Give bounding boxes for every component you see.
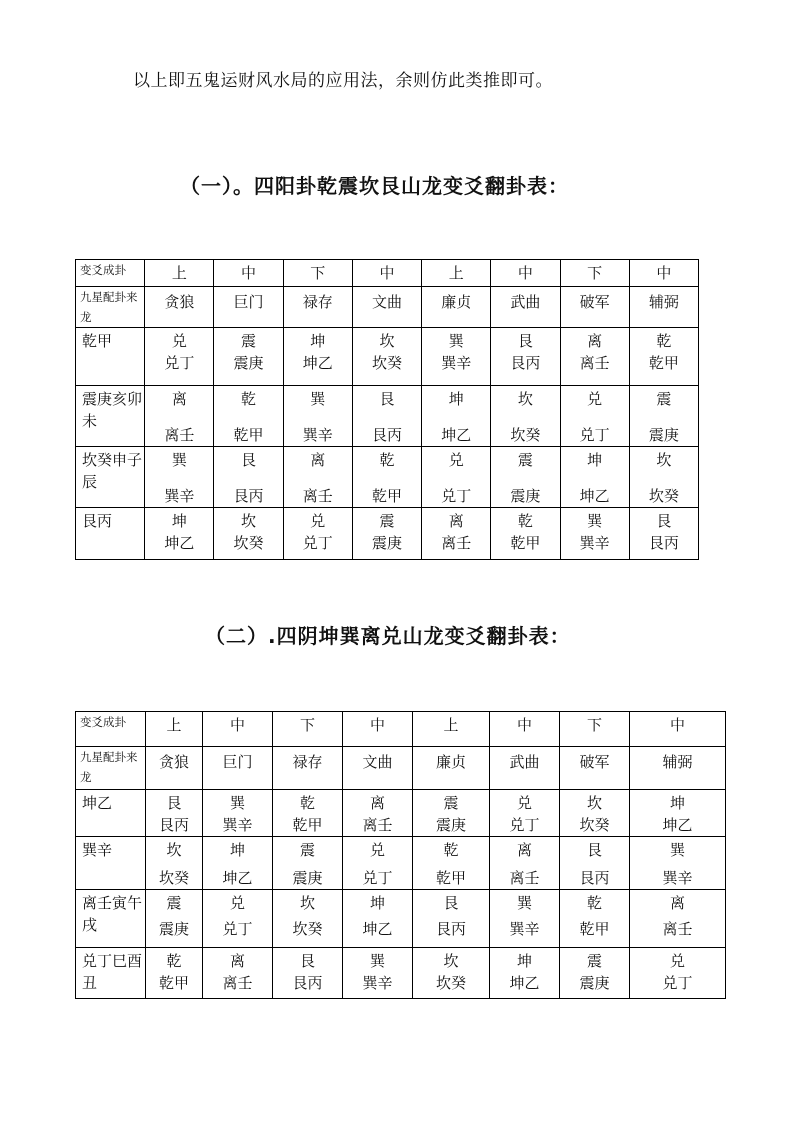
combo-cell: 兑丁 <box>662 974 693 992</box>
star-cell: 巨门 <box>233 293 264 311</box>
combo-cell: 艮丙 <box>233 487 264 505</box>
row-label: 坤乙 <box>76 790 146 837</box>
trigram-cell: 坤 <box>369 894 385 912</box>
star-cell: 文曲 <box>362 753 393 771</box>
combo-cell: 坎癸 <box>233 534 264 552</box>
star-row <box>76 747 726 790</box>
star-cell: 文曲 <box>371 293 402 311</box>
trigram-cell: 巽 <box>669 841 685 859</box>
combo-cell: 乾甲 <box>579 920 610 938</box>
trigram-cell: 艮 <box>586 841 602 859</box>
header-cell: 上 <box>171 264 187 282</box>
combo-cell: 乾甲 <box>510 534 541 552</box>
trigram-cell: 坤 <box>310 332 326 350</box>
combo-cell: 兑丁 <box>579 426 610 444</box>
trigram-cell: 乾 <box>517 512 533 530</box>
trigram-cell: 艮 <box>241 451 257 469</box>
header-cell: 下 <box>299 716 315 734</box>
combo-cell: 离壬 <box>662 920 693 938</box>
header-label: 变爻成卦 <box>76 712 146 747</box>
combo-cell: 兑丁 <box>302 534 333 552</box>
combo-cell: 震庚 <box>435 816 466 834</box>
combo-cell: 艮丙 <box>435 920 466 938</box>
combo-cell: 震庚 <box>579 974 610 992</box>
trigram-cell: 巽 <box>229 794 245 812</box>
star-cell: 破军 <box>579 293 610 311</box>
trigram-cell: 乾 <box>443 841 459 859</box>
row-label: 乾甲 <box>76 328 145 386</box>
star-cell: 廉贞 <box>441 293 472 311</box>
trigram-cell: 坎 <box>299 894 315 912</box>
trigram-cell: 乾 <box>586 894 602 912</box>
star-row <box>76 287 699 328</box>
trigram-cell: 震 <box>443 794 459 812</box>
combo-cell: 离壬 <box>441 534 472 552</box>
combo-cell: 坤乙 <box>441 426 472 444</box>
combo-cell: 兑丁 <box>164 354 195 372</box>
table-row <box>76 890 726 948</box>
trigram-cell: 离 <box>229 952 245 970</box>
yin-trigram-table <box>75 711 726 999</box>
trigram-cell: 巽 <box>171 451 187 469</box>
star-cell: 禄存 <box>292 753 323 771</box>
trigram-cell: 震 <box>166 894 182 912</box>
combo-cell: 巽辛 <box>302 426 333 444</box>
trigram-cell: 坎 <box>241 512 257 530</box>
combo-cell: 巽辛 <box>164 487 195 505</box>
combo-cell: 乾甲 <box>292 816 323 834</box>
star-cell: 武曲 <box>509 753 540 771</box>
trigram-cell: 乾 <box>656 332 672 350</box>
section1-title: （一）。四阳卦乾震坎艮山龙变爻翻卦表： <box>180 174 569 198</box>
combo-cell: 坎癸 <box>510 426 541 444</box>
trigram-cell: 巽 <box>369 952 385 970</box>
trigram-cell: 坤 <box>669 794 685 812</box>
trigram-cell: 兑 <box>448 451 464 469</box>
trigram-cell: 离 <box>669 894 685 912</box>
combo-cell: 离壬 <box>302 487 333 505</box>
combo-cell: 坤乙 <box>509 974 540 992</box>
table-row <box>76 508 699 560</box>
combo-cell: 坤乙 <box>362 920 393 938</box>
combo-cell: 坎癸 <box>292 920 323 938</box>
trigram-cell: 乾 <box>299 794 315 812</box>
combo-cell: 巽辛 <box>509 920 540 938</box>
header-row <box>76 260 699 287</box>
star-cell: 禄存 <box>302 293 333 311</box>
trigram-cell: 坎 <box>443 952 459 970</box>
trigram-cell: 坎 <box>379 332 395 350</box>
trigram-cell: 兑 <box>171 332 187 350</box>
star-cell: 武曲 <box>510 293 541 311</box>
star-cell: 巨门 <box>222 753 253 771</box>
header-cell: 下 <box>587 264 603 282</box>
combo-cell: 艮丙 <box>292 974 323 992</box>
row-label: 震庚亥卯未 <box>76 386 145 447</box>
trigram-cell: 艮 <box>379 390 395 408</box>
header-cell: 中 <box>517 264 533 282</box>
combo-cell: 巽辛 <box>579 534 610 552</box>
trigram-cell: 离 <box>310 451 326 469</box>
trigram-cell: 乾 <box>241 390 257 408</box>
combo-cell: 坤乙 <box>579 487 610 505</box>
trigram-cell: 兑 <box>669 952 685 970</box>
trigram-cell: 离 <box>587 332 603 350</box>
trigram-cell: 震 <box>241 332 257 350</box>
combo-cell: 巽辛 <box>662 869 693 887</box>
trigram-cell: 震 <box>299 841 315 859</box>
combo-cell: 震庚 <box>648 426 679 444</box>
yang-trigram-table <box>75 259 699 560</box>
table-row <box>76 447 699 508</box>
header-cell: 中 <box>379 264 395 282</box>
header-row <box>76 712 726 747</box>
table-row <box>76 790 726 837</box>
header-cell: 中 <box>656 264 672 282</box>
combo-cell: 乾甲 <box>435 869 466 887</box>
trigram-cell: 坤 <box>516 952 532 970</box>
trigram-cell: 兑 <box>229 894 245 912</box>
row-label: 巽辛 <box>76 837 146 890</box>
trigram-cell: 坎 <box>517 390 533 408</box>
trigram-cell: 坎 <box>166 841 182 859</box>
row-label: 艮丙 <box>76 508 145 560</box>
combo-cell: 兑丁 <box>362 869 393 887</box>
trigram-cell: 兑 <box>369 841 385 859</box>
trigram-cell: 离 <box>516 841 532 859</box>
combo-cell: 坎癸 <box>158 869 189 887</box>
star-cell: 贪狼 <box>164 293 195 311</box>
header-cell: 中 <box>669 716 685 734</box>
combo-cell: 艮丙 <box>579 869 610 887</box>
trigram-cell: 巽 <box>448 332 464 350</box>
trigram-cell: 离 <box>448 512 464 530</box>
table-row <box>76 386 699 447</box>
row-label: 坎癸申子辰 <box>76 447 145 508</box>
trigram-cell: 艮 <box>166 794 182 812</box>
trigram-cell: 震 <box>586 952 602 970</box>
header-cell: 上 <box>166 716 182 734</box>
row-label: 兑丁巳酉丑 <box>76 948 146 999</box>
trigram-cell: 震 <box>656 390 672 408</box>
star-cell: 辅弼 <box>648 293 679 311</box>
table-row <box>76 837 726 890</box>
header-label: 变爻成卦 <box>76 260 145 287</box>
trigram-cell: 坎 <box>656 451 672 469</box>
combo-cell: 兑丁 <box>222 920 253 938</box>
combo-cell: 艮丙 <box>158 816 189 834</box>
combo-cell: 震庚 <box>292 869 323 887</box>
trigram-cell: 乾 <box>379 451 395 469</box>
table-row <box>76 328 699 386</box>
combo-cell: 离壬 <box>222 974 253 992</box>
combo-cell: 震庚 <box>233 354 264 372</box>
combo-cell: 乾甲 <box>158 974 189 992</box>
header-cell: 中 <box>229 716 245 734</box>
trigram-cell: 震 <box>517 451 533 469</box>
header-cell: 中 <box>516 716 532 734</box>
combo-cell: 坎癸 <box>579 816 610 834</box>
table-row <box>76 948 726 999</box>
trigram-cell: 兑 <box>310 512 326 530</box>
combo-cell: 乾甲 <box>371 487 402 505</box>
combo-cell: 坤乙 <box>302 354 333 372</box>
header-cell: 中 <box>369 716 385 734</box>
intro-text: 以上即五鬼运财风水局的应用法，余则仿此类推即可。 <box>133 71 553 91</box>
combo-cell: 坎癸 <box>371 354 402 372</box>
trigram-cell: 兑 <box>587 390 603 408</box>
combo-cell: 兑丁 <box>441 487 472 505</box>
trigram-cell: 离 <box>369 794 385 812</box>
combo-cell: 震庚 <box>510 487 541 505</box>
combo-cell: 兑丁 <box>509 816 540 834</box>
trigram-cell: 坤 <box>229 841 245 859</box>
trigram-cell: 坤 <box>587 451 603 469</box>
combo-cell: 坎癸 <box>648 487 679 505</box>
header-cell: 上 <box>443 716 459 734</box>
trigram-cell: 艮 <box>299 952 315 970</box>
combo-cell: 艮丙 <box>648 534 679 552</box>
combo-cell: 离壬 <box>362 816 393 834</box>
trigram-cell: 坤 <box>171 512 187 530</box>
header-cell: 下 <box>310 264 326 282</box>
trigram-cell: 震 <box>379 512 395 530</box>
star-cell: 破军 <box>579 753 610 771</box>
combo-cell: 坎癸 <box>435 974 466 992</box>
header-cell: 下 <box>586 716 602 734</box>
combo-cell: 乾甲 <box>648 354 679 372</box>
combo-cell: 离壬 <box>509 869 540 887</box>
trigram-cell: 艮 <box>443 894 459 912</box>
trigram-cell: 巽 <box>587 512 603 530</box>
combo-cell: 坤乙 <box>222 869 253 887</box>
header-cell: 中 <box>241 264 257 282</box>
star-cell: 贪狼 <box>158 753 189 771</box>
trigram-cell: 艮 <box>517 332 533 350</box>
trigram-cell: 离 <box>171 390 187 408</box>
star-cell: 辅弼 <box>662 753 693 771</box>
trigram-cell: 坎 <box>586 794 602 812</box>
combo-cell: 巽辛 <box>441 354 472 372</box>
star-label: 九星配卦来龙 <box>76 287 145 328</box>
trigram-cell: 巽 <box>310 390 326 408</box>
combo-cell: 坤乙 <box>662 816 693 834</box>
trigram-cell: 乾 <box>166 952 182 970</box>
header-cell: 上 <box>448 264 464 282</box>
trigram-cell: 艮 <box>656 512 672 530</box>
star-label: 九星配卦来龙 <box>76 747 146 790</box>
trigram-cell: 兑 <box>516 794 532 812</box>
combo-cell: 艮丙 <box>510 354 541 372</box>
combo-cell: 震庚 <box>371 534 402 552</box>
combo-cell: 巽辛 <box>362 974 393 992</box>
combo-cell: 离壬 <box>579 354 610 372</box>
trigram-cell: 坤 <box>448 390 464 408</box>
trigram-cell: 巽 <box>516 894 532 912</box>
row-label: 离壬寅午戌 <box>76 890 146 948</box>
combo-cell: 离壬 <box>164 426 195 444</box>
star-cell: 廉贞 <box>435 753 466 771</box>
combo-cell: 巽辛 <box>222 816 253 834</box>
section2-title: （二）.四阴坤巽离兑山龙变爻翻卦表： <box>205 624 571 648</box>
combo-cell: 震庚 <box>158 920 189 938</box>
combo-cell: 坤乙 <box>164 534 195 552</box>
combo-cell: 乾甲 <box>233 426 264 444</box>
combo-cell: 艮丙 <box>371 426 402 444</box>
